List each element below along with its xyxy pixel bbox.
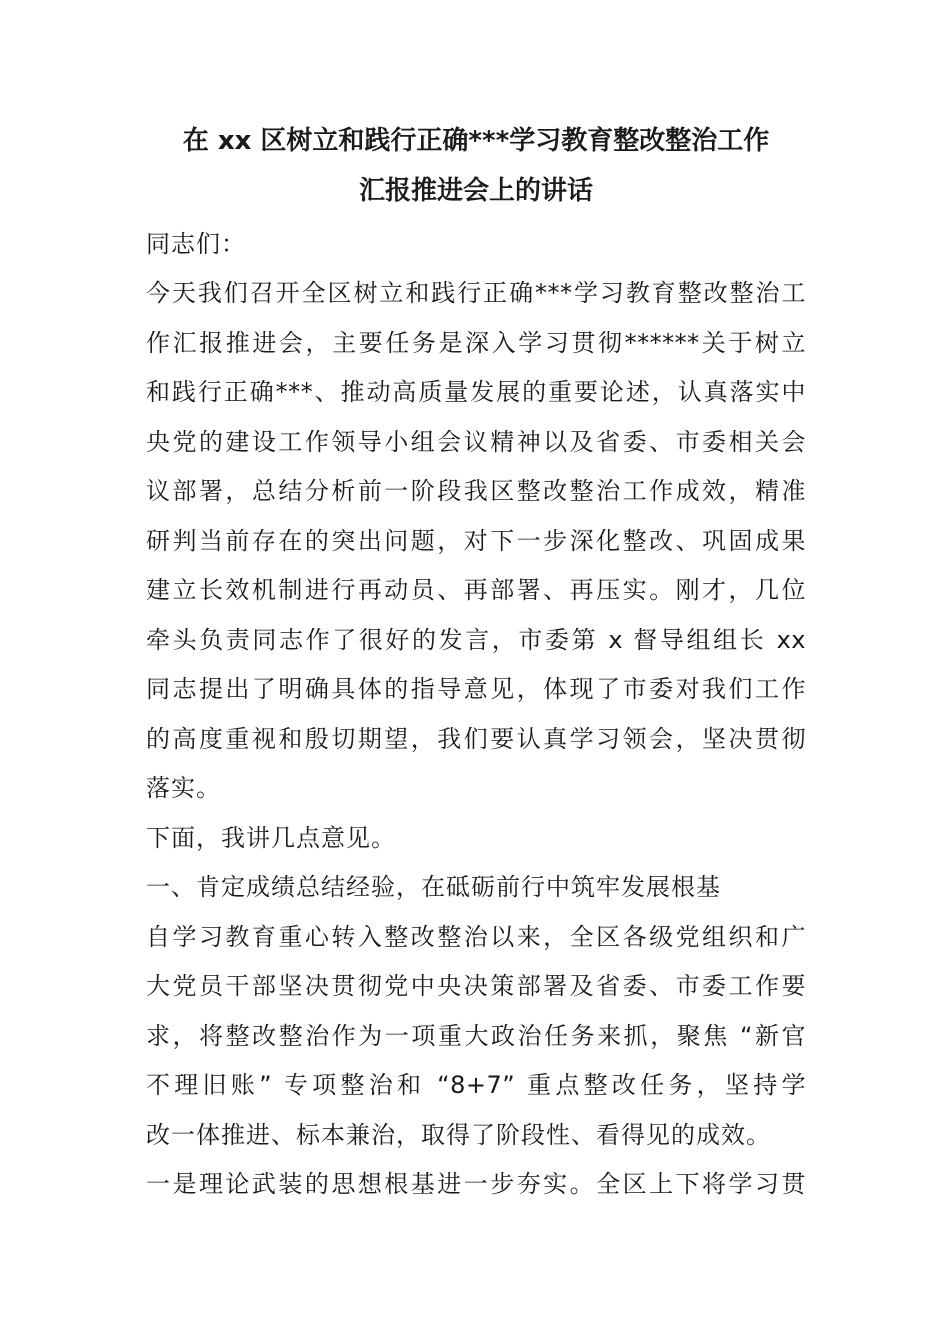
paragraph-line: 研判当前存在的突出问题，对下一步深化整改、巩固成果 [146, 527, 806, 555]
section-heading: 一、肯定成绩总结经验，在砥砺前行中筑牢发展根基 [146, 873, 721, 901]
paragraph-line: 建立长效机制进行再动员、再部署、再压实。刚才，几位 [146, 576, 806, 604]
paragraph-line: 央党的建设工作领导小组会议精神以及省委、市委相关会 [146, 428, 806, 456]
paragraph-line: 一是理论武装的思想根基进一步夯实。全区上下将学习贯 [146, 1170, 806, 1198]
paragraph-line: 牵头负责同志作了很好的发言，市委第 x 督导组组长 xx [146, 626, 806, 654]
paragraph-line: 不理旧账” 专项整治和 “8+7” 重点整改任务，坚持学 [146, 1071, 806, 1099]
salutation: 同志们： [146, 230, 246, 258]
paragraph-line: 下面，我讲几点意见。 [146, 824, 396, 852]
paragraph-line: 作汇报推进会，主要任务是深入学习贯彻******关于树立 [146, 329, 806, 357]
paragraph-line: 自学习教育重心转入整改整治以来，全区各级党组织和广 [146, 923, 806, 951]
paragraph-line: 同志提出了明确具体的指导意见，体现了市委对我们工作 [146, 675, 806, 703]
paragraph-line: 落实。 [146, 774, 221, 802]
paragraph-line: 和践行正确***、推动高质量发展的重要论述，认真落实中 [146, 378, 806, 406]
paragraph-line: 改一体推进、标本兼治，取得了阶段性、看得见的成效。 [146, 1121, 771, 1149]
paragraph-line: 大党员干部坚决贯彻党中央决策部署及省委、市委工作要 [146, 972, 806, 1000]
document-title-line-2: 汇报推进会上的讲话 [358, 176, 593, 206]
paragraph-line: 的高度重视和殷切期望，我们要认真学习领会，坚决贯彻 [146, 725, 806, 753]
paragraph-line: 求，将整改整治作为一项重大政治任务来抓，聚焦 “新官 [146, 1022, 806, 1050]
document-title-line-1: 在 xx 区树立和践行正确***学习教育整改整治工作 [182, 126, 770, 156]
paragraph-line: 议部署，总结分析前一阶段我区整改整治工作成效，精准 [146, 477, 806, 505]
paragraph-line: 今天我们召开全区树立和践行正确***学习教育整改整治工 [146, 279, 806, 307]
